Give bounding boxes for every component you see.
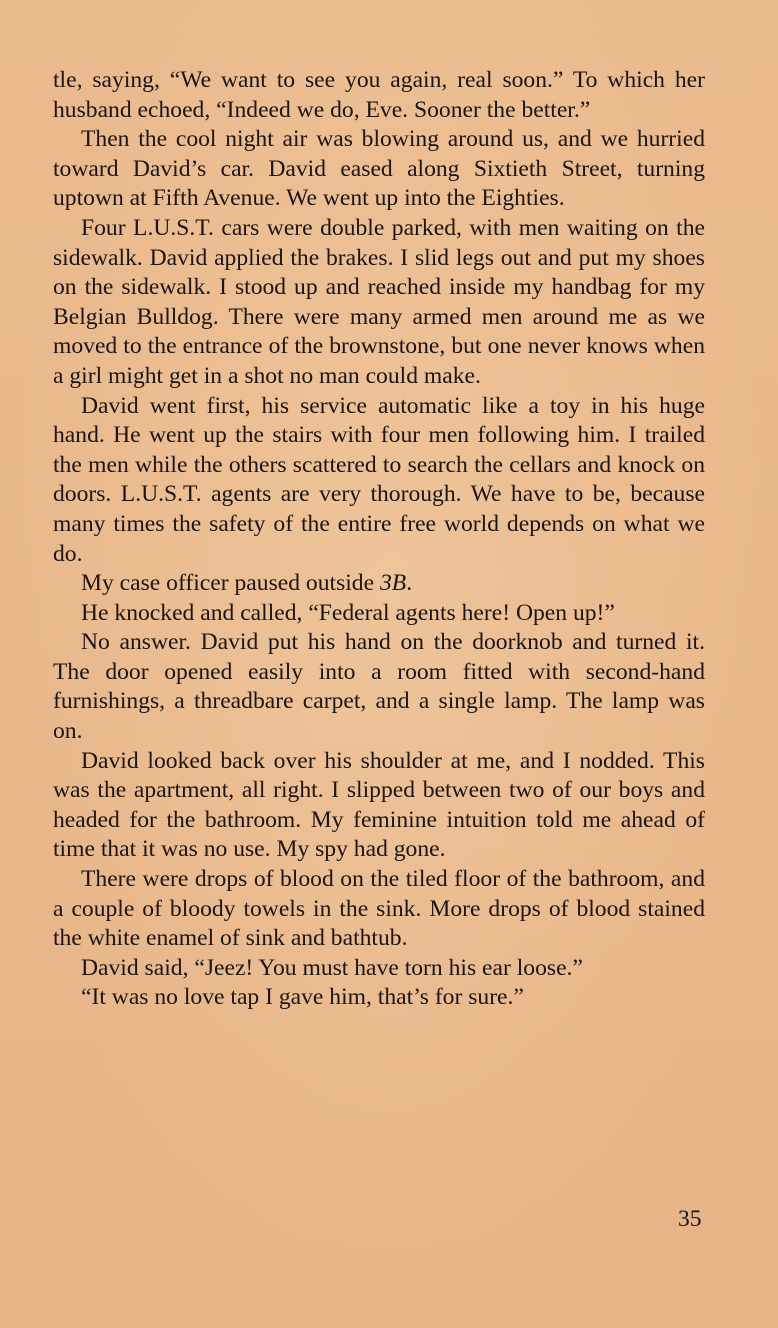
- case-officer-end: .: [406, 570, 413, 597]
- apartment-number: 3B: [379, 570, 407, 597]
- paragraph-3: Four L.U.S.T. cars were double parked, with men waiting on the sidewalk. David applied the brakes. I slid legs out and put my shoes on the sidewalk. I stood up and reached inside my handbag for my Belgian Bulldog. There were many armed men around me as we moved to the entrance of the brownstone, but one never knows when a girl might get in a shot no man could make.: [53, 214, 705, 389]
- paragraph-10: David said, “Jeez! You must have torn his ear loose.”: [81, 954, 583, 981]
- paragraph-2: Then the cool night air was blowing around us, and we hurried toward David’s car. David eased along Sixtieth Street, turning uptown at Fifth Avenue. We went up into the Eighties.: [53, 126, 705, 212]
- paragraph-4: David went first, his service automatic like a toy in his huge hand. He went up the stairs with four men following him. I trailed the men while the others scattered to search the cellars and knock on doors. L.U.S.T. agents are very thorough. We have to be, because many times the safety of the entire free world depends on what we do.: [53, 392, 705, 567]
- paragraph-1: tle, saying, “We want to see you again, real soon.” To which her husband echoed, “Indeed we do, Eve. Sooner the better.”: [53, 67, 705, 123]
- paragraph-7: No answer. David put his hand on the doorknob and turned it. The door opened easily into a room fitted with second-hand furnishings, a threadbare carpet, and a single lamp. The lamp was on.: [53, 629, 705, 745]
- paragraph-5: [53, 569, 705, 599]
- paragraph-11: “It was no love tap I gave him, that’s for sure.”: [81, 984, 524, 1011]
- paragraph-9: There were drops of blood on the tiled floor of the bathroom, and a couple of bloody towels in the sink. More drops of blood stained the white enamel of sink and bathtub.: [53, 866, 705, 952]
- page-number: 35: [678, 1206, 702, 1232]
- body-text: [53, 66, 705, 1013]
- paragraph-8: David looked back over his shoulder at me, and I nodded. This was the apartment, all right. I slipped between two of our boys and headed for the bathroom. My feminine intuition told me ahead of time that it was no use. My spy had gone.: [53, 747, 705, 863]
- paragraph-6: He knocked and called, “Federal agents here! Open up!”: [81, 599, 615, 626]
- case-officer-text: My case officer paused outside: [81, 570, 380, 597]
